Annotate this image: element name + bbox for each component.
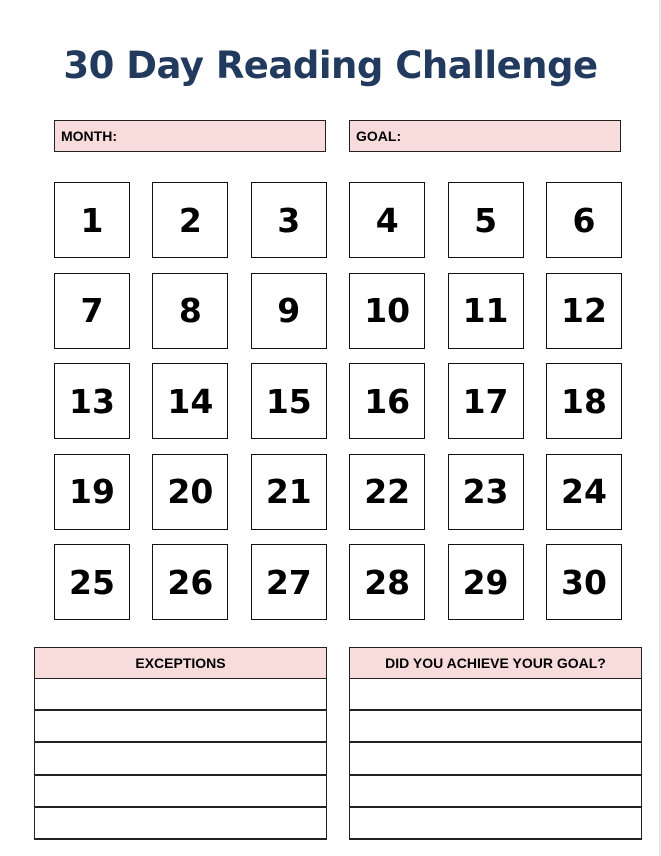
day-box[interactable]: 12 bbox=[546, 273, 622, 349]
day-box[interactable]: 20 bbox=[152, 454, 228, 530]
day-box[interactable]: 23 bbox=[448, 454, 524, 530]
day-box[interactable]: 27 bbox=[251, 544, 327, 620]
day-box[interactable]: 26 bbox=[152, 544, 228, 620]
day-box[interactable]: 30 bbox=[546, 544, 622, 620]
goal-label: GOAL: bbox=[356, 128, 402, 144]
month-field[interactable] bbox=[54, 120, 326, 152]
goal-review-row[interactable] bbox=[349, 679, 642, 711]
goal-review-header: DID YOU ACHIEVE YOUR GOAL? bbox=[349, 647, 642, 679]
day-box[interactable]: 21 bbox=[251, 454, 327, 530]
day-box[interactable]: 1 bbox=[54, 182, 130, 258]
day-box[interactable]: 19 bbox=[54, 454, 130, 530]
day-box[interactable]: 8 bbox=[152, 273, 228, 349]
day-box[interactable]: 9 bbox=[251, 273, 327, 349]
page-title: 30 Day Reading Challenge bbox=[63, 44, 598, 87]
day-box[interactable]: 15 bbox=[251, 363, 327, 439]
day-box[interactable]: 10 bbox=[349, 273, 425, 349]
day-box[interactable]: 16 bbox=[349, 363, 425, 439]
day-box[interactable]: 24 bbox=[546, 454, 622, 530]
day-box[interactable]: 18 bbox=[546, 363, 622, 439]
exceptions-header: EXCEPTIONS bbox=[34, 647, 327, 679]
goal-review-row[interactable] bbox=[349, 808, 642, 840]
goal-review-row[interactable] bbox=[349, 776, 642, 808]
exceptions-row[interactable] bbox=[34, 808, 327, 840]
day-box[interactable]: 14 bbox=[152, 363, 228, 439]
exceptions-table bbox=[34, 647, 327, 840]
day-box[interactable]: 29 bbox=[448, 544, 524, 620]
day-grid bbox=[54, 182, 622, 620]
day-box[interactable]: 11 bbox=[448, 273, 524, 349]
goal-field[interactable] bbox=[349, 120, 621, 152]
month-label: MONTH: bbox=[61, 128, 117, 144]
day-box[interactable]: 13 bbox=[54, 363, 130, 439]
goal-review-row[interactable] bbox=[349, 711, 642, 743]
goal-review-table bbox=[349, 647, 642, 840]
day-box[interactable]: 7 bbox=[54, 273, 130, 349]
exceptions-row[interactable] bbox=[34, 679, 327, 711]
day-box[interactable]: 6 bbox=[546, 182, 622, 258]
exceptions-row[interactable] bbox=[34, 776, 327, 808]
goal-review-row[interactable] bbox=[349, 743, 642, 775]
day-box[interactable]: 2 bbox=[152, 182, 228, 258]
day-box[interactable]: 17 bbox=[448, 363, 524, 439]
day-box[interactable]: 4 bbox=[349, 182, 425, 258]
day-box[interactable]: 22 bbox=[349, 454, 425, 530]
day-box[interactable]: 5 bbox=[448, 182, 524, 258]
exceptions-row[interactable] bbox=[34, 743, 327, 775]
day-box[interactable]: 3 bbox=[251, 182, 327, 258]
day-box[interactable]: 25 bbox=[54, 544, 130, 620]
exceptions-row[interactable] bbox=[34, 711, 327, 743]
day-box[interactable]: 28 bbox=[349, 544, 425, 620]
